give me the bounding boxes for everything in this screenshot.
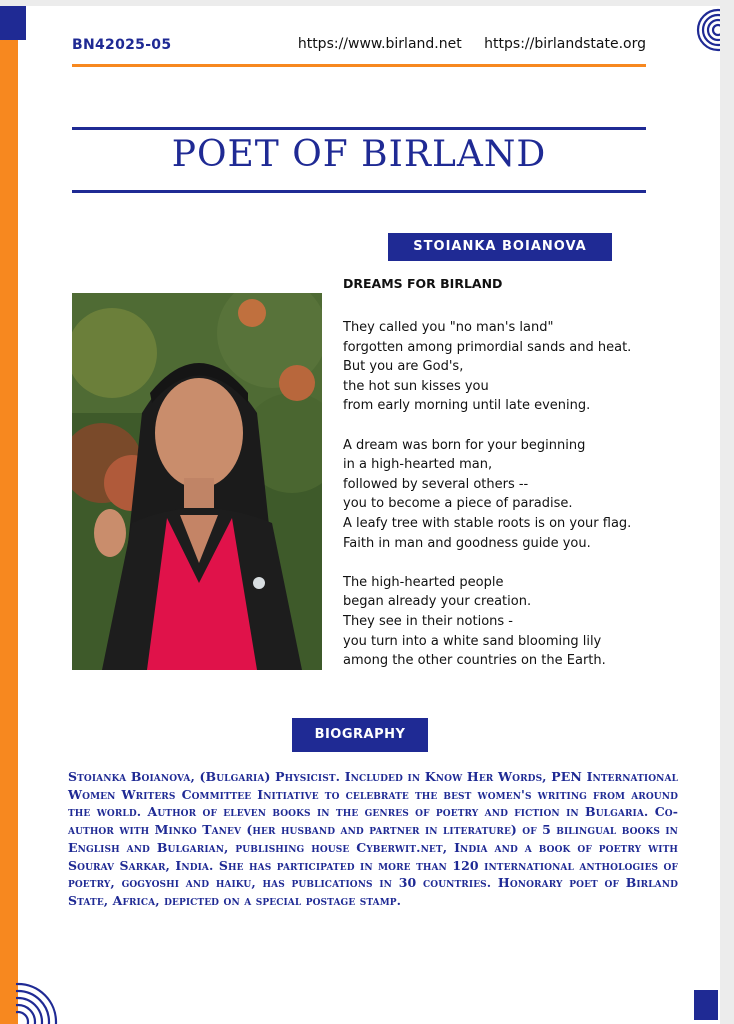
poem-line: followed by several others -- xyxy=(343,476,529,492)
poet-photo xyxy=(72,293,322,670)
poem-line: began already your creation. xyxy=(343,594,532,610)
poem-line: you to become a piece of paradise. xyxy=(343,496,573,512)
header-divider xyxy=(72,64,646,67)
poem-stanza xyxy=(343,436,631,554)
poem-line: from early morning until late evening. xyxy=(343,398,591,414)
corner-square-bottom-right xyxy=(694,990,718,1020)
poem-line: forgotten among primordial sands and heat. xyxy=(343,339,632,355)
document-id: BN42025-05 xyxy=(72,37,172,53)
title-rule-top xyxy=(72,127,646,130)
biography-text: Stoianka Boianova, (Bulgaria) Physicist. Included in Know Her Words, PEN International Women Writers Committee Initiative to celebrate the best women's writing from around the world. Author of eleven books in the genres of poetry and fiction in Bulgaria. Co-author with Minko Tanev (her husband and partner in literature) of 5 bilingual books in English and Bulgarian, publishing house Cyberwit.net, India and a book of poetry with Sourav Sarkar, India. She has participated in more than 120 international anthologies of poetry, gogyoshi and haiku, has publications in 30 countries. Honorary poet of Birland State, Africa, depicted on a special postage stamp. xyxy=(68,769,678,908)
poem-stanza xyxy=(343,318,631,416)
spiral-ornament-icon xyxy=(680,8,720,58)
poem-text xyxy=(343,318,631,690)
corner-square-top-left xyxy=(0,6,26,40)
poem-title: DREAMS FOR BIRLAND xyxy=(343,276,503,291)
poem-stanza xyxy=(343,573,631,671)
poem-line: They called you "no man's land" xyxy=(343,320,554,335)
poem-line: in a high-hearted man, xyxy=(343,457,493,473)
spiral-ornament-icon xyxy=(16,980,60,1024)
website-link[interactable]: https://www.birland.net xyxy=(297,36,462,52)
poem-line: the hot sun kisses you xyxy=(343,378,489,394)
state-website-link[interactable]: https://birlandstate.org xyxy=(484,36,646,52)
biography-badge: BIOGRAPHY xyxy=(292,718,428,752)
left-accent-bar xyxy=(0,40,18,1024)
poem-line: you turn into a white sand blooming lily xyxy=(343,633,602,649)
poet-name-badge: STOIANKA BOIANOVA xyxy=(388,233,612,261)
poem-line: A leafy tree with stable roots is on your flag. xyxy=(343,515,632,531)
poem-line: Faith in man and goodness guide you. xyxy=(343,535,591,551)
poem-line: They see in their notions - xyxy=(343,613,514,629)
poem-line: A dream was born for your beginning xyxy=(343,437,586,453)
poem-line: The high-hearted people xyxy=(343,574,504,590)
page-title: POET OF BIRLAND xyxy=(171,134,547,175)
poem-line: But you are God's, xyxy=(343,359,464,375)
poem-line: among the other countries on the Earth. xyxy=(343,653,606,669)
header-links xyxy=(280,36,646,52)
title-rule-bottom xyxy=(72,190,646,193)
